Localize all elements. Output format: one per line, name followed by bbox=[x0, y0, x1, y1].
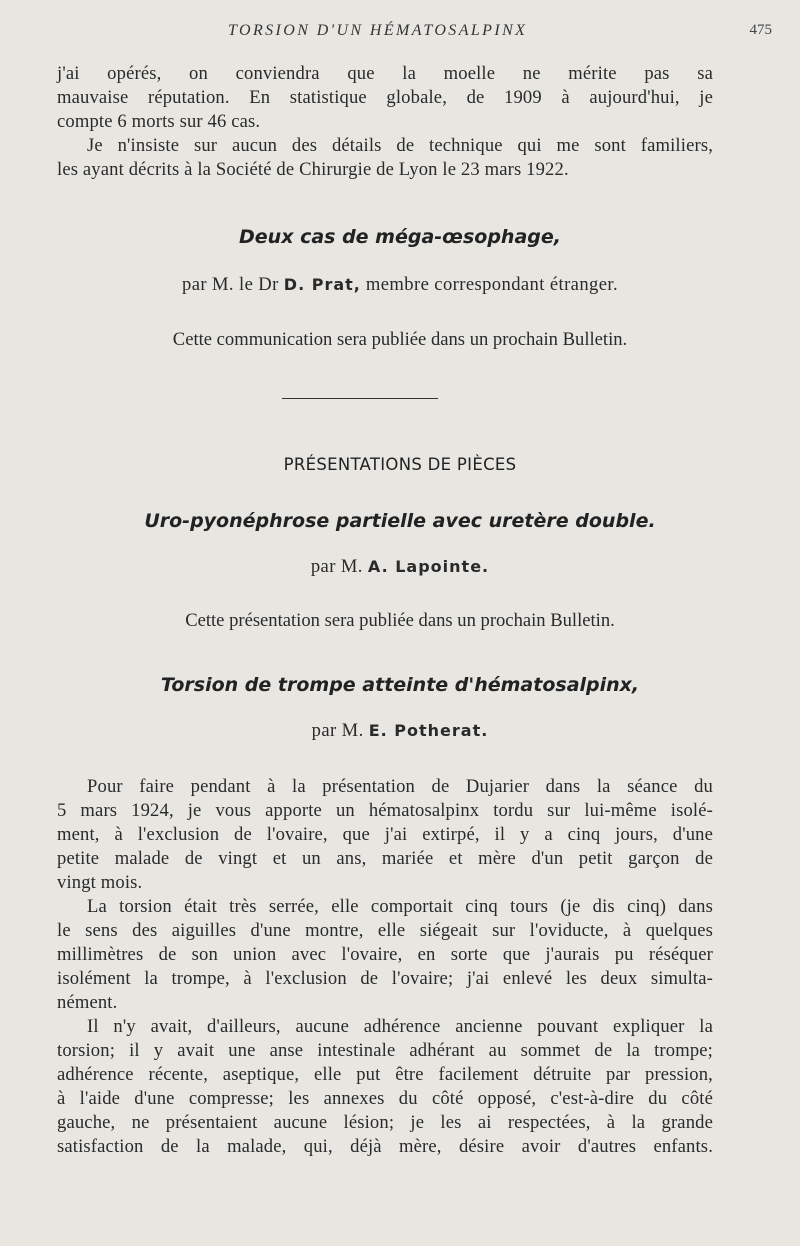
publication-note: Cette communication sera publiée dans un prochain Bulletin. bbox=[172, 329, 628, 350]
text-line: torsion; il y avait une anse intestinale adhérant au sommet de la trompe; bbox=[57, 1040, 713, 1061]
text-line: mauvaise réputation. En statistique globale, de 1909 à aujourd'hui, je bbox=[57, 87, 713, 108]
byline-prefix: par M. bbox=[310, 556, 363, 577]
body-paragraph bbox=[57, 775, 713, 1159]
running-title: TORSION D'UN HÉMATOSALPINX bbox=[228, 22, 528, 39]
byline-suffix: membre correspondant étranger. bbox=[365, 274, 618, 295]
text-line: Pour faire pendant à la présentation de Dujarier dans la séance du bbox=[87, 776, 713, 797]
article-title-uro-pyonephrose: Uro-pyonéphrose partielle avec uretère double. bbox=[144, 510, 656, 532]
text-line: les ayant décrits à la Société de Chirurgie de Lyon le 23 mars 1922. bbox=[57, 159, 569, 180]
text-line: millimètres de son union avec l'ovaire, en sorte que j'aurais pu réséquer bbox=[57, 944, 713, 965]
text-line: 5 mars 1924, je vous apporte un hématosalpinx tordu sur lui-même isolé- bbox=[57, 800, 713, 821]
article-title-mega-oesophage: Deux cas de méga-œsophage, bbox=[239, 226, 561, 248]
text-line: satisfaction de la malade, qui, déjà mère, désire avoir d'autres enfants. bbox=[57, 1136, 713, 1157]
text-line: ment, à l'exclusion de l'ovaire, que j'ai extirpé, il y a cinq jours, d'une bbox=[57, 824, 713, 845]
text-line: j'ai opérés, on conviendra que la moelle ne mérite pas sa bbox=[57, 63, 713, 84]
byline-potherat bbox=[0, 720, 800, 742]
author-name: D. Prat, bbox=[283, 275, 361, 294]
text-line: nément. bbox=[57, 992, 118, 1013]
text-line: à l'aide d'une compresse; les annexes du côté opposé, c'est-à-dire du côté bbox=[57, 1088, 713, 1109]
text-line: le sens des aiguilles d'une montre, elle siégeait sur l'oviducte, à quelques bbox=[57, 920, 713, 941]
text-line: adhérence récente, aseptique, elle put être facilement détruite par pression, bbox=[57, 1064, 713, 1085]
running-header bbox=[0, 22, 800, 46]
text-line: Je n'insiste sur aucun des détails de technique qui me sont familiers, bbox=[87, 135, 713, 156]
text-line: La torsion était très serrée, elle comportait cinq tours (je dis cinq) dans bbox=[87, 896, 713, 917]
text-line: petite malade de vingt et un ans, mariée et mère d'un petit garçon de bbox=[57, 848, 713, 869]
byline-prat bbox=[0, 274, 800, 296]
author-name: A. Lapointe. bbox=[367, 557, 490, 576]
text-line: Il n'y avait, d'ailleurs, aucune adhérence ancienne pouvant expliquer la bbox=[87, 1016, 713, 1037]
text-line: vingt mois. bbox=[57, 872, 143, 893]
page-number: 475 bbox=[749, 22, 772, 38]
section-divider bbox=[282, 398, 438, 399]
byline-lapointe bbox=[0, 556, 800, 578]
byline-prefix: par M. bbox=[311, 720, 364, 741]
byline-prefix: par M. le Dr bbox=[182, 274, 279, 295]
intro-paragraph bbox=[57, 62, 713, 182]
section-heading: PRÉSENTATIONS DE PIÈCES bbox=[283, 455, 517, 474]
article-title-torsion: Torsion de trompe atteinte d'hématosalpinx, bbox=[160, 674, 640, 696]
text-line: isolément la trompe, à l'exclusion de l'ovaire; j'ai enlevé les deux simulta- bbox=[57, 968, 713, 989]
text-line: gauche, ne présentaient aucune lésion; je les ai respectées, à la grande bbox=[57, 1112, 713, 1133]
author-name: E. Potherat. bbox=[368, 721, 489, 740]
publication-note: Cette présentation sera publiée dans un prochain Bulletin. bbox=[185, 610, 615, 631]
text-line: compte 6 morts sur 46 cas. bbox=[57, 111, 261, 132]
